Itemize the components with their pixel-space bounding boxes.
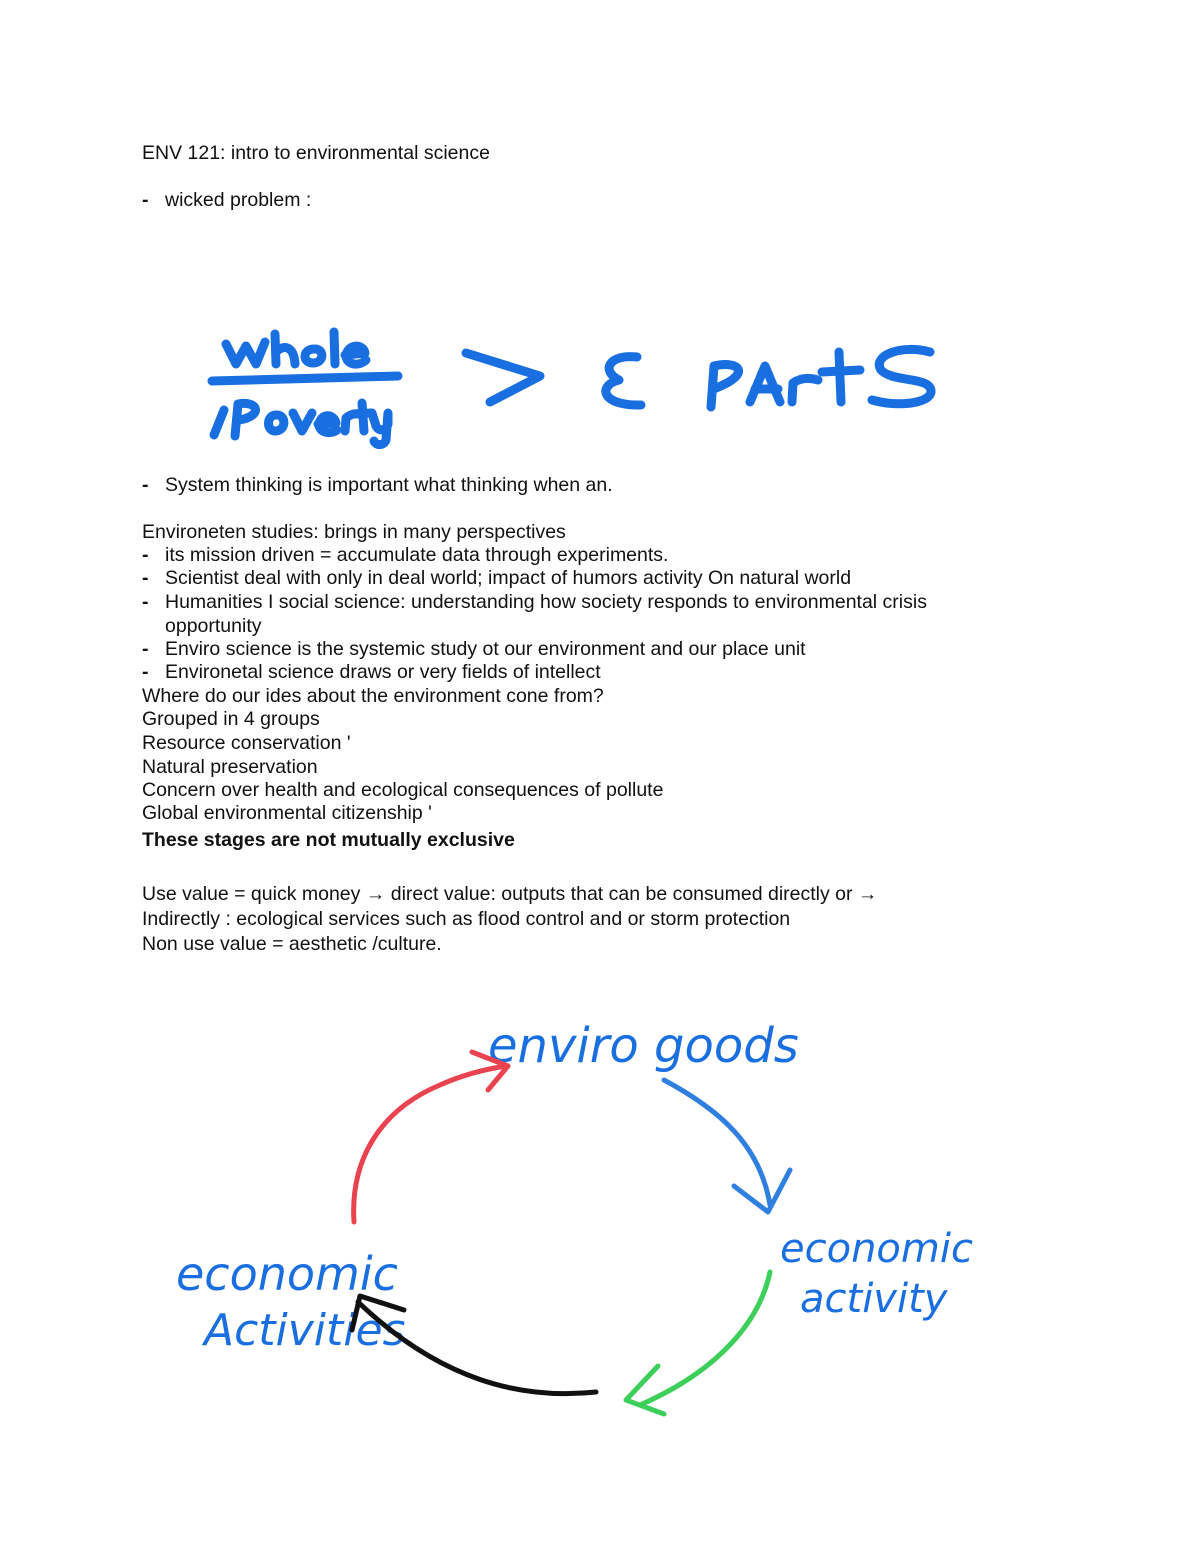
bullet-dash: - xyxy=(142,189,149,211)
bullet-text: Enviro science is the systemic study ot our environment and our place unit xyxy=(165,638,806,660)
green-arrow xyxy=(626,1272,770,1414)
text-line: Grouped in 4 groups xyxy=(142,708,320,730)
text-line: Resource conservation ' xyxy=(142,732,351,754)
text-line: Natural preservation xyxy=(142,756,318,778)
text-line: Non use value = aesthetic /culture. xyxy=(142,933,442,955)
bullet-text: System thinking is important what thinking when an. xyxy=(165,474,613,496)
bullet-text: Environetal science draws or very fields of intellect xyxy=(165,661,601,683)
bold-statement: These stages are not mutually exclusive xyxy=(142,829,515,851)
bullet-text: Scientist deal with only in deal world; impact of humors activity On natural world xyxy=(165,567,852,589)
text-line: Use value = quick money → direct value: outputs that can be consumed directly or → xyxy=(142,883,878,905)
label-economic-right: economic xyxy=(780,1226,973,1272)
text-line: Indirectly : ecological services such as flood control and or storm protection xyxy=(142,908,791,930)
bullet-text: Humanities I social science: understanding how society responds to environmental crisis xyxy=(165,591,927,613)
text-line: Concern over health and ecological consequences of pollute xyxy=(142,779,664,801)
label-activity-right: activity xyxy=(800,1276,948,1322)
bullet-dash: - xyxy=(142,661,149,683)
red-arrow xyxy=(354,1052,508,1222)
page-title: ENV 121: intro to environmental science xyxy=(142,142,490,164)
bullet-dash: - xyxy=(142,474,149,496)
bullet-dash: - xyxy=(142,591,149,613)
bullet-text: wicked problem : xyxy=(165,189,312,211)
blue-arrow xyxy=(664,1080,790,1212)
env-studies-heading: Environeten studies: brings in many perspectives xyxy=(142,521,566,543)
bullet-text: its mission driven = accumulate data through experiments. xyxy=(165,544,669,566)
bullet-dash: - xyxy=(142,638,149,660)
label-activities-left: Activities xyxy=(204,1305,406,1356)
bullet-dash: - xyxy=(142,544,149,566)
label-enviro-goods: enviro goods xyxy=(488,1018,799,1074)
bullet-dash: - xyxy=(142,567,149,589)
list-item-continuation: opportunity xyxy=(165,615,262,637)
text-line: Global environmental citizenship ' xyxy=(142,802,432,824)
text-line: Where do our ides about the environment cone from? xyxy=(142,685,604,707)
label-economic-left: economic xyxy=(176,1247,398,1301)
